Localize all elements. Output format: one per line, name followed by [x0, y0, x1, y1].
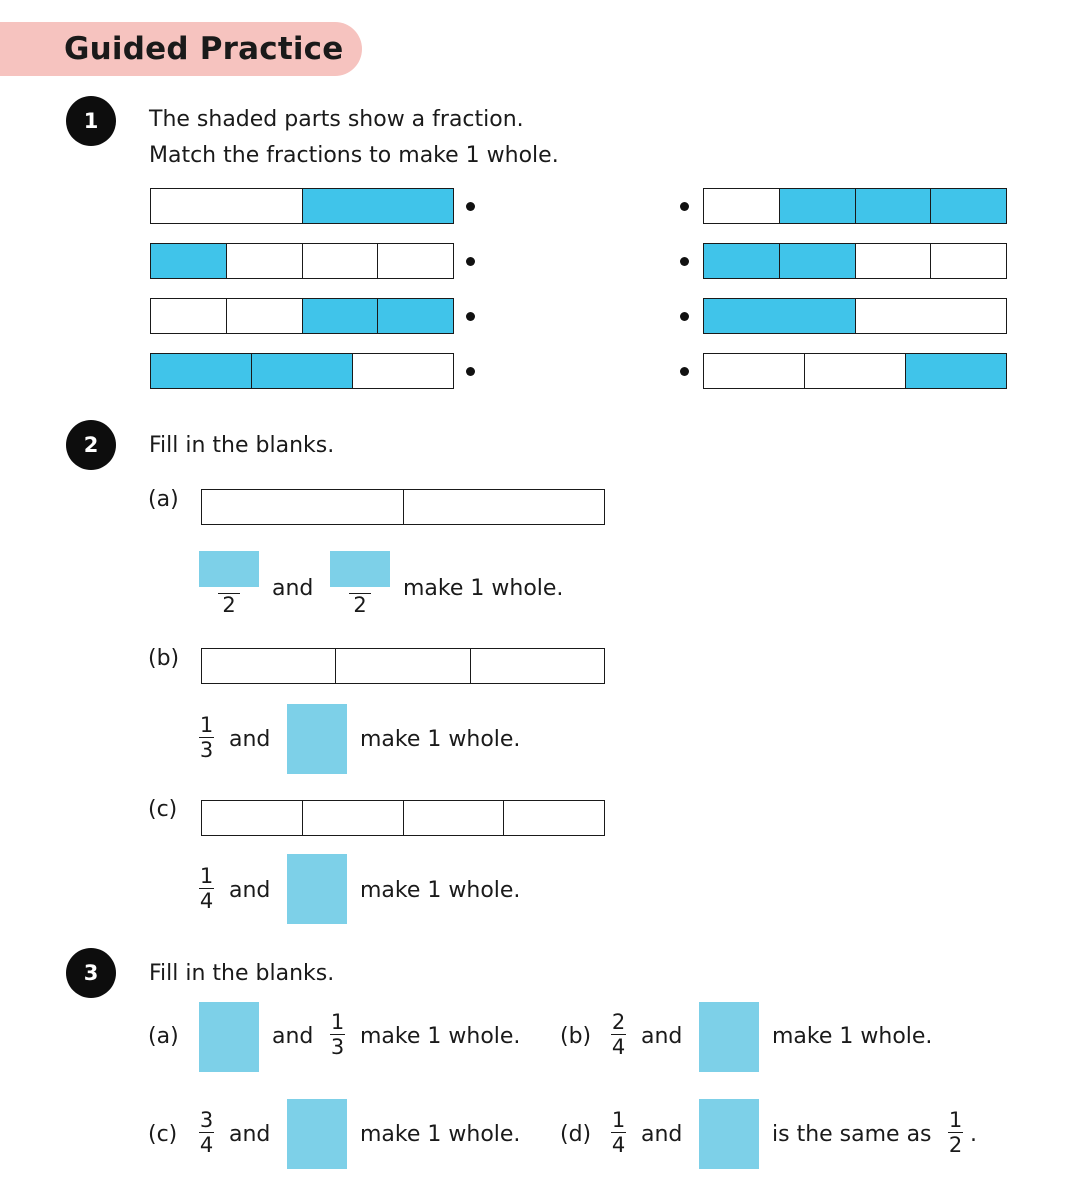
q1-instruction-line2: Match the fractions to make 1 whole.	[149, 143, 559, 168]
q2b-answer-blank[interactable]	[287, 704, 347, 774]
q2c-given-fraction	[199, 865, 214, 912]
unshaded-segment	[855, 299, 1007, 333]
question-number-3: 3	[66, 948, 116, 998]
q1-instruction-line1: The shaded parts show a fraction.	[149, 107, 524, 132]
q2-instruction: Fill in the blanks.	[149, 433, 335, 458]
unshaded-segment	[704, 354, 804, 388]
right-match-dot-1[interactable]	[680, 202, 689, 211]
q3a-answer-blank[interactable]	[199, 1002, 259, 1072]
bar-segment	[202, 649, 335, 683]
unshaded-segment	[226, 244, 302, 278]
q3c-given-fraction	[199, 1109, 214, 1156]
q3a-given-fraction	[330, 1011, 345, 1058]
q2a-bar	[201, 489, 605, 525]
shaded-segment	[779, 244, 855, 278]
right-fraction-bar-3	[703, 298, 1007, 334]
q3a-tail: make 1 whole.	[360, 1024, 521, 1049]
left-match-dot-3[interactable]	[466, 312, 475, 321]
denominator: 2	[948, 1133, 963, 1157]
q2a-numerator-blank-2[interactable]	[330, 551, 390, 587]
q3d-given-fraction	[611, 1109, 626, 1156]
q2b-given-fraction	[199, 714, 214, 761]
left-fraction-bar-2	[150, 243, 454, 279]
q2a-denominator-2: 2	[353, 593, 367, 617]
q3d-answer-blank[interactable]	[699, 1099, 759, 1169]
unshaded-segment	[930, 244, 1006, 278]
q2a-fraction-2	[330, 587, 390, 616]
q3d-tail: is the same as	[772, 1122, 932, 1147]
shaded-segment	[377, 299, 453, 333]
q2b-label: (b)	[148, 646, 180, 671]
right-fraction-bar-1	[703, 188, 1007, 224]
left-match-dot-4[interactable]	[466, 367, 475, 376]
question-number-2: 2	[66, 420, 116, 470]
unshaded-segment	[302, 244, 378, 278]
q2c-and: and	[229, 878, 271, 903]
right-match-dot-3[interactable]	[680, 312, 689, 321]
q3d-label: (d)	[560, 1122, 592, 1147]
q3-instruction: Fill in the blanks.	[149, 961, 335, 986]
bar-segment	[202, 490, 403, 524]
q3c-label: (c)	[148, 1122, 178, 1147]
shaded-segment	[302, 299, 378, 333]
shaded-segment	[930, 189, 1006, 223]
q3b-and: and	[641, 1024, 683, 1049]
q3d-tail-fraction	[948, 1109, 963, 1156]
numerator: 1	[948, 1108, 963, 1132]
denominator: 3	[199, 738, 214, 762]
left-fraction-bar-3	[150, 298, 454, 334]
q2c-bar	[201, 800, 605, 836]
q3a-and: and	[272, 1024, 314, 1049]
shaded-segment	[302, 189, 454, 223]
q2a-numerator-blank-1[interactable]	[199, 551, 259, 587]
q2a-denominator-1: 2	[222, 593, 236, 617]
q2a-label: (a)	[148, 487, 179, 512]
shaded-segment	[704, 299, 855, 333]
unshaded-segment	[704, 189, 779, 223]
shaded-segment	[151, 354, 251, 388]
shaded-segment	[704, 244, 779, 278]
denominator: 4	[199, 1133, 214, 1157]
shaded-segment	[855, 189, 931, 223]
unshaded-segment	[352, 354, 453, 388]
q3c-tail: make 1 whole.	[360, 1122, 521, 1147]
unshaded-segment	[151, 299, 226, 333]
q3b-tail: make 1 whole.	[772, 1024, 933, 1049]
q3c-and: and	[229, 1122, 271, 1147]
left-match-dot-1[interactable]	[466, 202, 475, 211]
right-fraction-bar-4	[703, 353, 1007, 389]
numerator: 1	[199, 864, 214, 888]
numerator: 1	[199, 713, 214, 737]
numerator: 1	[330, 1010, 345, 1034]
question-number-1: 1	[66, 96, 116, 146]
bar-segment	[403, 490, 605, 524]
bar-segment	[202, 801, 302, 835]
numerator: 1	[611, 1108, 626, 1132]
q3c-answer-blank[interactable]	[287, 1099, 347, 1169]
section-title: Guided Practice	[64, 31, 344, 67]
right-fraction-bar-2	[703, 243, 1007, 279]
q2a-and: and	[272, 576, 314, 601]
q2a-tail: make 1 whole.	[403, 576, 564, 601]
left-fraction-bar-4	[150, 353, 454, 389]
q2b-and: and	[229, 727, 271, 752]
numerator: 2	[611, 1010, 626, 1034]
right-match-dot-4[interactable]	[680, 367, 689, 376]
bar-segment	[470, 649, 604, 683]
unshaded-segment	[804, 354, 905, 388]
bar-segment	[403, 801, 504, 835]
q2c-tail: make 1 whole.	[360, 878, 521, 903]
right-match-dot-2[interactable]	[680, 257, 689, 266]
q3b-answer-blank[interactable]	[699, 1002, 759, 1072]
q3a-label: (a)	[148, 1024, 179, 1049]
q2a-fraction-1	[199, 587, 259, 616]
unshaded-segment	[855, 244, 931, 278]
left-match-dot-2[interactable]	[466, 257, 475, 266]
denominator: 4	[611, 1133, 626, 1157]
left-fraction-bar-1	[150, 188, 454, 224]
q3d-and: and	[641, 1122, 683, 1147]
denominator: 3	[330, 1035, 345, 1059]
unshaded-segment	[151, 189, 302, 223]
bar-segment	[302, 801, 403, 835]
denominator: 4	[199, 889, 214, 913]
numerator: 3	[199, 1108, 214, 1132]
bar-segment	[503, 801, 604, 835]
q3d-period: .	[970, 1122, 977, 1147]
unshaded-segment	[226, 299, 302, 333]
q2b-bar	[201, 648, 605, 684]
unshaded-segment	[377, 244, 453, 278]
q2b-tail: make 1 whole.	[360, 727, 521, 752]
denominator: 4	[611, 1035, 626, 1059]
q3b-given-fraction	[611, 1011, 626, 1058]
q2c-label: (c)	[148, 797, 178, 822]
shaded-segment	[151, 244, 226, 278]
shaded-segment	[905, 354, 1006, 388]
shaded-segment	[779, 189, 855, 223]
q3b-label: (b)	[560, 1024, 592, 1049]
bar-segment	[335, 649, 469, 683]
q2c-answer-blank[interactable]	[287, 854, 347, 924]
shaded-segment	[251, 354, 352, 388]
